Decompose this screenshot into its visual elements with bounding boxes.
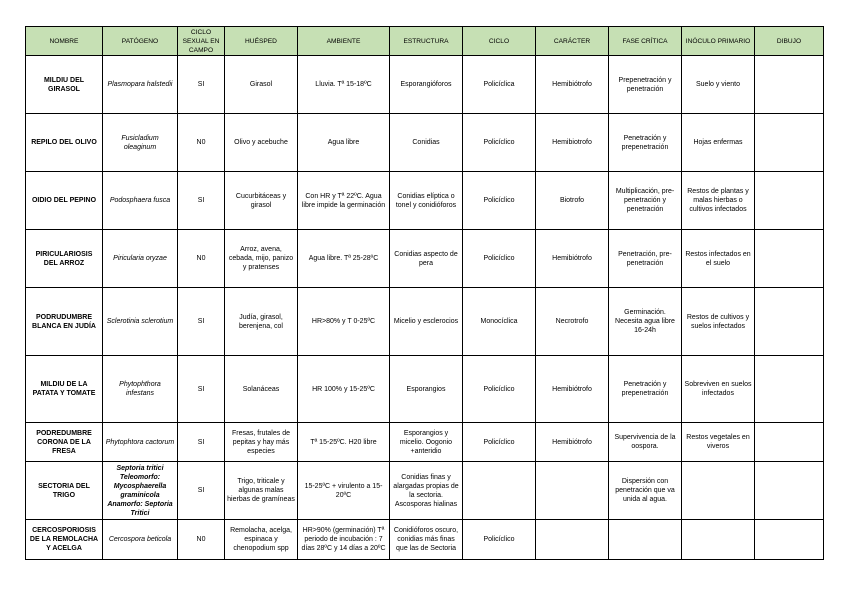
cell-inoculo: Suelo y viento	[682, 56, 755, 114]
column-header: PATÓGENO	[103, 27, 178, 56]
column-header: INÓCULO PRIMARIO	[682, 27, 755, 56]
table-row	[26, 423, 824, 462]
disease-table	[25, 26, 824, 560]
cell-patogeno: Plasmopara halstedii	[103, 56, 178, 114]
cell-ambiente: Tª 15-25ºC. H20 libre	[298, 423, 390, 462]
cell-caracter: Hemibiótrofo	[536, 230, 609, 288]
cell-ambiente: Lluvia. Tª 15-18ºC	[298, 56, 390, 114]
table-row	[26, 230, 824, 288]
cell-ciclo: Policíclico	[463, 520, 536, 560]
cell-dibujo	[755, 462, 824, 520]
cell-inoculo	[682, 520, 755, 560]
cell-ambiente: Agua libre	[298, 114, 390, 172]
cell-dibujo	[755, 520, 824, 560]
cell-patogeno: Fusicladium oleaginum	[103, 114, 178, 172]
cell-ambiente: Con HR y Tª 22ºC. Agua libre impide la germinación	[298, 172, 390, 230]
cell-nombre: SECTORIA DEL TRIGO	[26, 462, 103, 520]
cell-inoculo: Restos vegetales en viveros	[682, 423, 755, 462]
cell-ciclo-sexual: SI	[178, 462, 225, 520]
cell-estructura: Esporangios	[390, 356, 463, 423]
column-header: AMBIENTE	[298, 27, 390, 56]
cell-ciclo-sexual: N0	[178, 114, 225, 172]
table-row	[26, 288, 824, 356]
column-header: CICLO	[463, 27, 536, 56]
cell-caracter	[536, 520, 609, 560]
column-header: CARÁCTER	[536, 27, 609, 56]
cell-ciclo-sexual: SI	[178, 288, 225, 356]
cell-nombre: CERCOSPORIOSIS DE LA REMOLACHA Y ACELGA	[26, 520, 103, 560]
cell-fase-critica: Penetración, pre-penetración	[609, 230, 682, 288]
cell-nombre: OIDIO DEL PEPINO	[26, 172, 103, 230]
table-row	[26, 520, 824, 560]
cell-ciclo: Monocíclica	[463, 288, 536, 356]
cell-ciclo-sexual: SI	[178, 423, 225, 462]
cell-ciclo: Policíclico	[463, 356, 536, 423]
cell-fase-critica: Penetración y prepenetración	[609, 356, 682, 423]
cell-dibujo	[755, 56, 824, 114]
cell-ciclo-sexual: N0	[178, 230, 225, 288]
cell-ambiente: HR>90% (germinación) Tª periodo de incubación : 7 días 28ºC y 14 días a 20ºC	[298, 520, 390, 560]
cell-huesped: Olivo y acebuche	[225, 114, 298, 172]
cell-caracter: Hemibiotrofo	[536, 114, 609, 172]
cell-inoculo: Hojas enfermas	[682, 114, 755, 172]
cell-huesped: Remolacha, acelga, espinaca y chenopodium spp	[225, 520, 298, 560]
cell-estructura: Esporangióforos	[390, 56, 463, 114]
cell-fase-critica: Penetración y prepenetración	[609, 114, 682, 172]
cell-estructura: Conidias aspecto de pera	[390, 230, 463, 288]
cell-patogeno: Phytophthora infestans	[103, 356, 178, 423]
cell-dibujo	[755, 356, 824, 423]
cell-nombre: REPILO DEL OLIVO	[26, 114, 103, 172]
cell-fase-critica: Prepenetración y penetración	[609, 56, 682, 114]
cell-nombre: PIRICULARIOSIS DEL ARROZ	[26, 230, 103, 288]
cell-estructura: Conidias elíptica o tonel y conidióforos	[390, 172, 463, 230]
cell-ciclo	[463, 462, 536, 520]
cell-patogeno: Phytophtora cactorum	[103, 423, 178, 462]
table-body	[26, 56, 824, 560]
column-header: NOMBRE	[26, 27, 103, 56]
cell-ciclo-sexual: SI	[178, 172, 225, 230]
header-row	[26, 27, 824, 56]
cell-huesped: Cucurbitáceas y girasol	[225, 172, 298, 230]
table-row	[26, 114, 824, 172]
cell-estructura: Conidias	[390, 114, 463, 172]
cell-huesped: Solanáceas	[225, 356, 298, 423]
table-row	[26, 56, 824, 114]
cell-huesped: Trigo, triticale y algunas malas hierbas de gramíneas	[225, 462, 298, 520]
cell-patogeno: Sclerotinia sclerotium	[103, 288, 178, 356]
cell-estructura: Conidias finas y alargadas propias de la sectoria. Ascosporas hialinas	[390, 462, 463, 520]
column-header: DIBUJO	[755, 27, 824, 56]
cell-estructura: Micelio y esclerocios	[390, 288, 463, 356]
cell-patogeno: Piricularia oryzae	[103, 230, 178, 288]
cell-nombre: PODREDUMBRE CORONA DE LA FRESA	[26, 423, 103, 462]
cell-ambiente: HR 100% y 15-25ºC	[298, 356, 390, 423]
cell-dibujo	[755, 288, 824, 356]
cell-nombre: PODRUDUMBRE BLANCA EN JUDÍA	[26, 288, 103, 356]
column-header: FASE CRÍTICA	[609, 27, 682, 56]
cell-estructura: Esporangios y micelio. Oogonio +anteridio	[390, 423, 463, 462]
cell-caracter: Hemibiótrofo	[536, 56, 609, 114]
cell-nombre: MILDIU DEL GIRASOL	[26, 56, 103, 114]
table-row	[26, 462, 824, 520]
cell-fase-critica	[609, 520, 682, 560]
cell-inoculo: Restos de plantas y malas hierbas o cultivos infectados	[682, 172, 755, 230]
cell-caracter: Hemibiótrofo	[536, 356, 609, 423]
cell-patogeno: Podosphaera fusca	[103, 172, 178, 230]
cell-ciclo: Policíclico	[463, 114, 536, 172]
cell-inoculo: Sobreviven en suelos infectados	[682, 356, 755, 423]
column-header: CICLO SEXUAL EN CAMPO	[178, 27, 225, 56]
column-header: HUÉSPED	[225, 27, 298, 56]
cell-ambiente: 15-25ºC + virulento a 15-20ºC	[298, 462, 390, 520]
cell-dibujo	[755, 423, 824, 462]
cell-ciclo: Policíclica	[463, 56, 536, 114]
cell-inoculo	[682, 462, 755, 520]
cell-huesped: Girasol	[225, 56, 298, 114]
cell-estructura: Conidióforos oscuro, conidias más finas que las de Sectoria	[390, 520, 463, 560]
cell-nombre: MILDIU DE LA PATATA Y TOMATE	[26, 356, 103, 423]
cell-ciclo: Policíclico	[463, 230, 536, 288]
cell-fase-critica: Multiplicación, pre-penetración y penetración	[609, 172, 682, 230]
table-row	[26, 172, 824, 230]
cell-inoculo: Restos de cultivos y suelos infectados	[682, 288, 755, 356]
cell-huesped: Arroz, avena, cebada, mijo, panizo y pratenses	[225, 230, 298, 288]
cell-ciclo: Policíclico	[463, 172, 536, 230]
cell-caracter: Necrotrofo	[536, 288, 609, 356]
table-row	[26, 356, 824, 423]
cell-dibujo	[755, 114, 824, 172]
cell-fase-critica: Germinación. Necesita agua libre 16-24h	[609, 288, 682, 356]
cell-fase-critica: Dispersión con penetración que va unida al agua.	[609, 462, 682, 520]
cell-dibujo	[755, 172, 824, 230]
cell-patogeno: Septoria tritici Teleomorfo: Mycosphaerella graminicola Anamorfo: Septoria Tritici	[103, 462, 178, 520]
cell-huesped: Judía, girasol, berenjena, col	[225, 288, 298, 356]
cell-patogeno: Cercospora beticola	[103, 520, 178, 560]
cell-caracter	[536, 462, 609, 520]
cell-inoculo: Restos infectados en el suelo	[682, 230, 755, 288]
cell-caracter: Biotrofo	[536, 172, 609, 230]
cell-fase-critica: Supervivencia de la oospora.	[609, 423, 682, 462]
cell-caracter: Hemibiótrofo	[536, 423, 609, 462]
cell-ambiente: Agua libre. Tª 25-28ºC	[298, 230, 390, 288]
cell-ambiente: HR>80% y T 0-25ºC	[298, 288, 390, 356]
cell-ciclo-sexual: SI	[178, 356, 225, 423]
cell-ciclo-sexual: N0	[178, 520, 225, 560]
cell-huesped: Fresas, frutales de pepitas y hay más especies	[225, 423, 298, 462]
cell-ciclo: Policíclico	[463, 423, 536, 462]
cell-ciclo-sexual: SI	[178, 56, 225, 114]
column-header: ESTRUCTURA	[390, 27, 463, 56]
cell-dibujo	[755, 230, 824, 288]
